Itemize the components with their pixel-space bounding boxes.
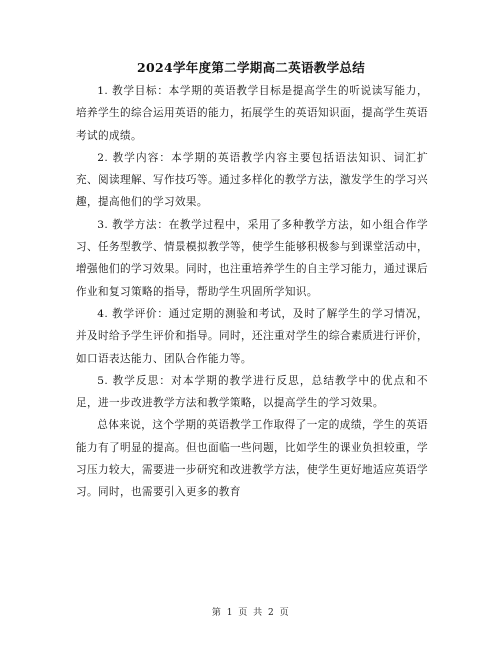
page-number-footer: 第 1 页 共 2 页 <box>211 608 291 618</box>
paragraph-teaching-evaluation: 4. 教学评价：通过定期的测验和考试，及时了解学生的学习情况，并及时给予学生评价和指导。同时，还注重对学生的综合素质进行评价，如口语表达能力、团队合作能力等。 <box>76 307 428 365</box>
paragraph-teaching-goals: 1. 教学目标：本学期的英语教学目标是提高学生的听说读写能力，培养学生的综合运用英语的能力，拓展学生的英语知识面，提高学生英语考试的成绩。 <box>76 85 428 142</box>
document-title: 2024学年度第二学期高二英语教学总结 <box>137 60 365 75</box>
document-body <box>76 80 428 504</box>
paragraph-teaching-content: 2. 教学内容：本学期的英语教学内容主要包括语法知识、词汇扩充、阅读理解、写作技巧等。通过多样化的教学方法，激发学生的学习兴趣，提高他们的学习效果。 <box>76 151 428 209</box>
paragraph-teaching-reflection: 5. 教学反思：对本学期的教学进行反思，总结教学中的优点和不足，进一步改进教学方法和教学策略，以提高学生的学习效果。 <box>76 374 428 410</box>
paragraph-teaching-methods: 3. 教学方法：在教学过程中，采用了多种教学方法，如小组合作学习、任务型教学、情景模拟教学等，使学生能够积极参与到课堂活动中，增强他们的学习效果。同时，也注重培养学生的自主学习能力，通过课后作业和复习策略的指导，帮助学生巩固所学知识。 <box>76 218 428 298</box>
paragraph-summary: 总体来说，这个学期的英语教学工作取得了一定的成绩，学生的英语能力有了明显的提高。但也面临一些问题，比如学生的课业负担较重，学习压力较大，需要进一步研究和改进教学方法，使学生更好地适应英语学习。同时，也需要引入更多的教育 <box>76 419 428 499</box>
